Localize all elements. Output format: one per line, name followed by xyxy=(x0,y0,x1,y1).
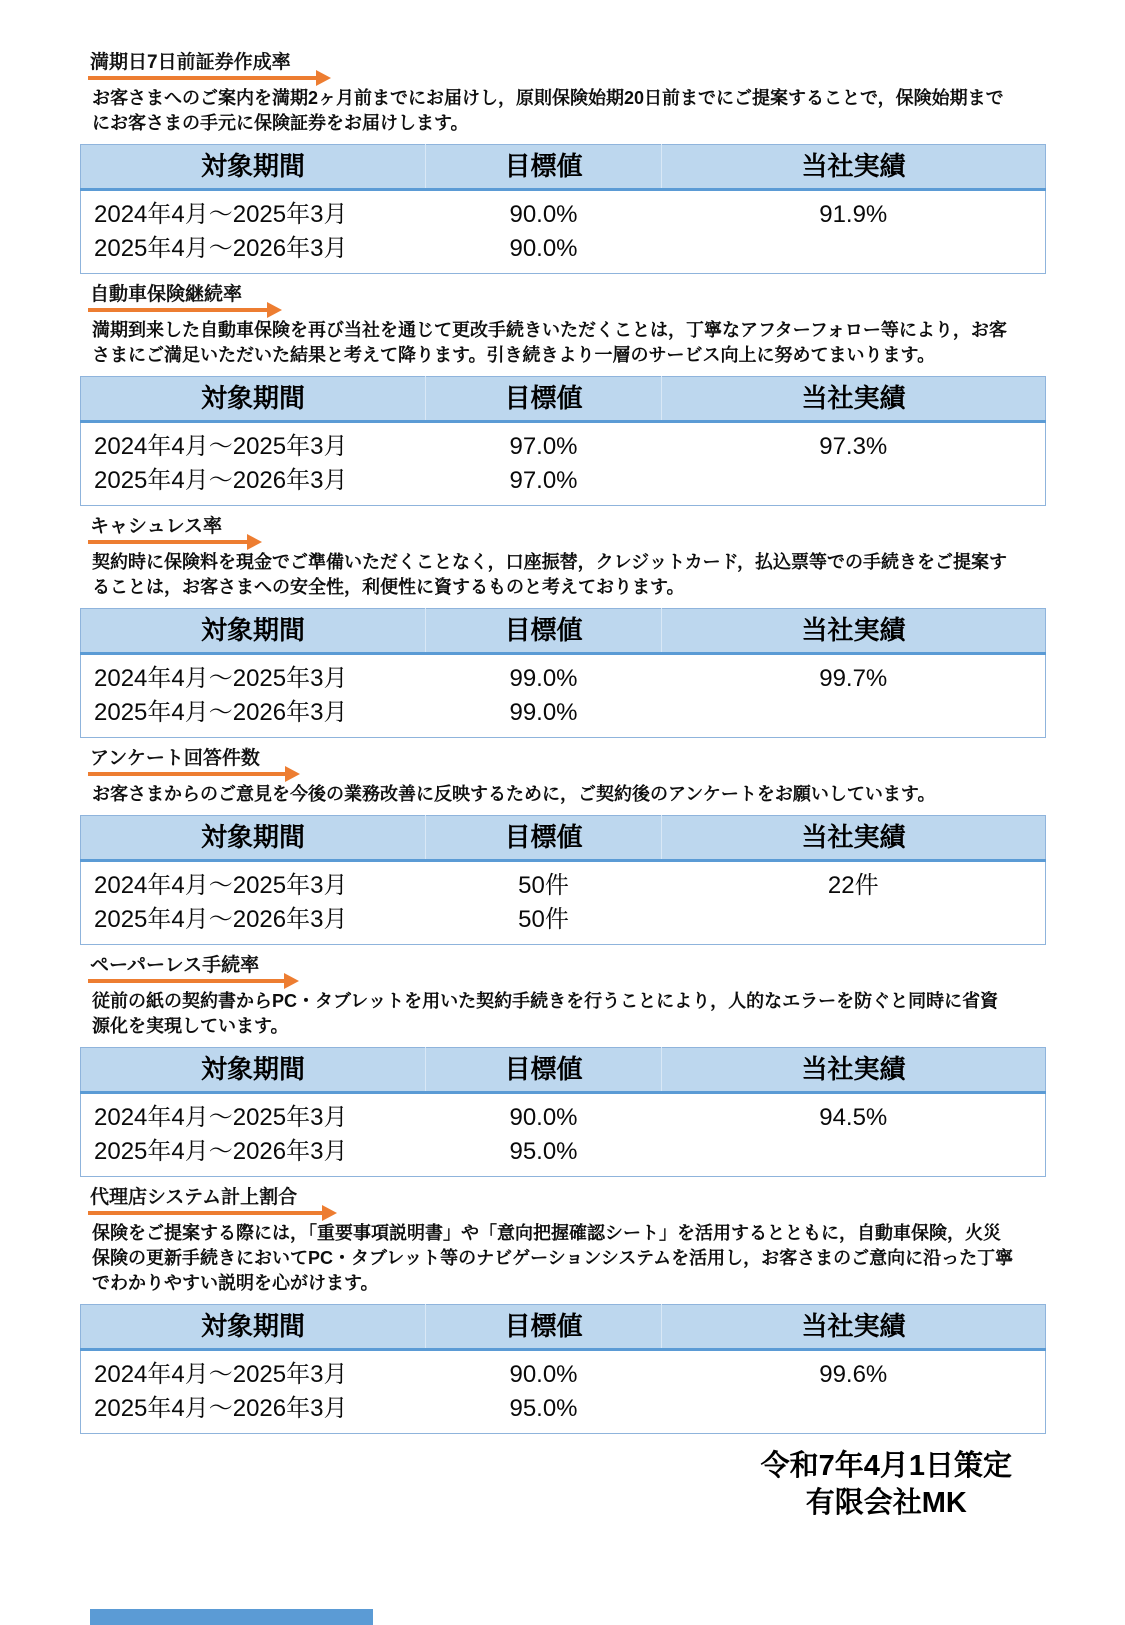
footer-company: 有限会社MK xyxy=(805,1487,967,1519)
column-header-target: 目標値 xyxy=(426,1048,662,1093)
footer-date: 令和7年4月1日策定 xyxy=(760,1450,1012,1482)
table-header-row xyxy=(81,377,1046,422)
column-header-period: 対象期間 xyxy=(81,1048,426,1093)
table-row xyxy=(81,696,1046,738)
table-row xyxy=(81,232,1046,274)
table-header-row xyxy=(81,145,1046,190)
target-cell: 97.0% xyxy=(426,422,662,465)
section-title: キャシュレス率 xyxy=(90,516,223,537)
column-header-actual: 当社実績 xyxy=(662,609,1046,654)
period-cell: 2024年4月～2025年3月 xyxy=(81,422,426,465)
metric-section-paperless-rate xyxy=(0,955,1125,1177)
actual-cell: 99.7% xyxy=(662,654,1046,697)
target-cell: 97.0% xyxy=(426,464,662,506)
metric-section-cashless-rate xyxy=(0,516,1125,738)
column-header-actual: 当社実績 xyxy=(662,816,1046,861)
target-cell: 99.0% xyxy=(426,696,662,738)
metrics-table xyxy=(80,608,1046,738)
table-header-row xyxy=(81,609,1046,654)
period-cell: 2025年4月～2026年3月 xyxy=(81,903,426,945)
actual-cell: 97.3% xyxy=(662,422,1046,465)
target-cell: 99.0% xyxy=(426,654,662,697)
section-heading xyxy=(90,955,299,977)
target-cell: 95.0% xyxy=(426,1135,662,1177)
actual-cell: 91.9% xyxy=(662,190,1046,233)
period-cell: 2024年4月～2025年3月 xyxy=(81,1350,426,1393)
bottom-blue-bar xyxy=(90,1609,373,1625)
column-header-target: 目標値 xyxy=(426,816,662,861)
section-title: 代理店システム計上割合 xyxy=(90,1187,298,1208)
section-description: 満期到来した自動車保険を再び当社を通じて更改手続きいただくことは，丁寧なアフターフォロー等により，お客さまにご満足いただいた結果と考えて降ります。引き続きより一層のサービス向上に努めてまいります。 xyxy=(92,320,1007,365)
target-cell: 50件 xyxy=(426,861,662,904)
section-description: 契約時に保険料を現金でご準備いただくことなく，口座振替，クレジットカード，払込票等での手続きをご提案することは，お客さまへの安全性，利便性に資するものと考えております。 xyxy=(92,552,1008,597)
table-row xyxy=(81,464,1046,506)
table-row xyxy=(81,1135,1046,1177)
target-cell: 90.0% xyxy=(426,1350,662,1393)
table-row xyxy=(81,1392,1046,1434)
metrics-table xyxy=(80,376,1046,506)
section-description: お客さまへのご案内を満期2ヶ月前までにお届けし，原則保険始期20日前までにご提案することで，保険始期までにお客さまの手元に保険証券をお届けします。 xyxy=(92,88,1004,133)
column-header-actual: 当社実績 xyxy=(662,377,1046,422)
period-cell: 2024年4月～2025年3月 xyxy=(81,861,426,904)
section-heading xyxy=(90,52,331,74)
period-cell: 2024年4月～2025年3月 xyxy=(81,1093,426,1136)
target-cell: 90.0% xyxy=(426,190,662,233)
column-header-target: 目標値 xyxy=(426,377,662,422)
actual-cell: 94.5% xyxy=(662,1093,1046,1136)
target-cell: 90.0% xyxy=(426,232,662,274)
section-title: 自動車保険継続率 xyxy=(90,284,243,305)
column-header-period: 対象期間 xyxy=(81,609,426,654)
arrow-right-icon xyxy=(88,973,299,989)
column-header-period: 対象期間 xyxy=(81,1305,426,1350)
table-header-row xyxy=(81,816,1046,861)
metrics-table xyxy=(80,1304,1046,1434)
column-header-actual: 当社実績 xyxy=(662,1305,1046,1350)
column-header-period: 対象期間 xyxy=(81,816,426,861)
target-cell: 95.0% xyxy=(426,1392,662,1434)
period-cell: 2024年4月～2025年3月 xyxy=(81,654,426,697)
actual-cell xyxy=(662,903,1046,945)
table-row xyxy=(81,1093,1046,1136)
metric-section-survey-responses xyxy=(0,748,1125,945)
table-row xyxy=(81,422,1046,465)
table-row xyxy=(81,1350,1046,1393)
section-heading xyxy=(90,748,300,770)
arrow-right-icon xyxy=(88,302,282,318)
section-title: 満期日7日前証券作成率 xyxy=(90,52,291,73)
column-header-period: 対象期間 xyxy=(81,145,426,190)
column-header-period: 対象期間 xyxy=(81,377,426,422)
metric-section-maturity-cert-rate xyxy=(0,52,1125,274)
arrow-right-icon xyxy=(88,534,262,550)
arrow-right-icon xyxy=(88,766,300,782)
table-header-row xyxy=(81,1305,1046,1350)
section-title: アンケート回答件数 xyxy=(90,748,260,769)
metrics-table xyxy=(80,1047,1046,1177)
period-cell: 2025年4月～2026年3月 xyxy=(81,1135,426,1177)
section-title: ペーパーレス手続率 xyxy=(90,955,260,976)
table-row xyxy=(81,903,1046,945)
column-header-target: 目標値 xyxy=(426,145,662,190)
table-row xyxy=(81,654,1046,697)
target-cell: 90.0% xyxy=(426,1093,662,1136)
column-header-actual: 当社実績 xyxy=(662,145,1046,190)
period-cell: 2024年4月～2025年3月 xyxy=(81,190,426,233)
metric-section-auto-renewal-rate xyxy=(0,284,1125,506)
section-description: 保険をご提案する際には，「重要事項説明書」や「意向把握確認シート」を活用するとともに，自動車保険，火災保険の更新手続きにおいてPC・タブレット等のナビゲーションシステムを活用し，お客さまのご意向に沿った丁寧でわかりやすい説明を心がけます。 xyxy=(92,1223,1014,1293)
arrow-right-icon xyxy=(88,1205,337,1221)
section-heading xyxy=(90,516,262,538)
document-footer xyxy=(0,1448,1012,1522)
period-cell: 2025年4月～2026年3月 xyxy=(81,696,426,738)
section-heading xyxy=(90,1187,337,1209)
column-header-target: 目標値 xyxy=(426,1305,662,1350)
actual-cell: 99.6% xyxy=(662,1350,1046,1393)
actual-cell xyxy=(662,464,1046,506)
table-row xyxy=(81,861,1046,904)
table-row xyxy=(81,190,1046,233)
actual-cell xyxy=(662,1392,1046,1434)
arrow-right-icon xyxy=(88,70,331,86)
actual-cell: 22件 xyxy=(662,861,1046,904)
actual-cell xyxy=(662,232,1046,274)
metrics-table xyxy=(80,815,1046,945)
period-cell: 2025年4月～2026年3月 xyxy=(81,464,426,506)
section-description: 従前の紙の契約書からPC・タブレットを用いた契約手続きを行うことにより，人的なエラーを防ぐと同時に省資源化を実現しています。 xyxy=(92,991,999,1036)
period-cell: 2025年4月～2026年3月 xyxy=(81,232,426,274)
target-cell: 50件 xyxy=(426,903,662,945)
column-header-target: 目標値 xyxy=(426,609,662,654)
actual-cell xyxy=(662,696,1046,738)
table-header-row xyxy=(81,1048,1046,1093)
period-cell: 2025年4月～2026年3月 xyxy=(81,1392,426,1434)
actual-cell xyxy=(662,1135,1046,1177)
column-header-actual: 当社実績 xyxy=(662,1048,1046,1093)
section-description: お客さまからのご意見を今後の業務改善に反映するために，ご契約後のアンケートをお願いしています。 xyxy=(92,784,936,804)
metrics-table xyxy=(80,144,1046,274)
section-heading xyxy=(90,284,282,306)
metric-section-agency-system-rate xyxy=(0,1187,1125,1434)
